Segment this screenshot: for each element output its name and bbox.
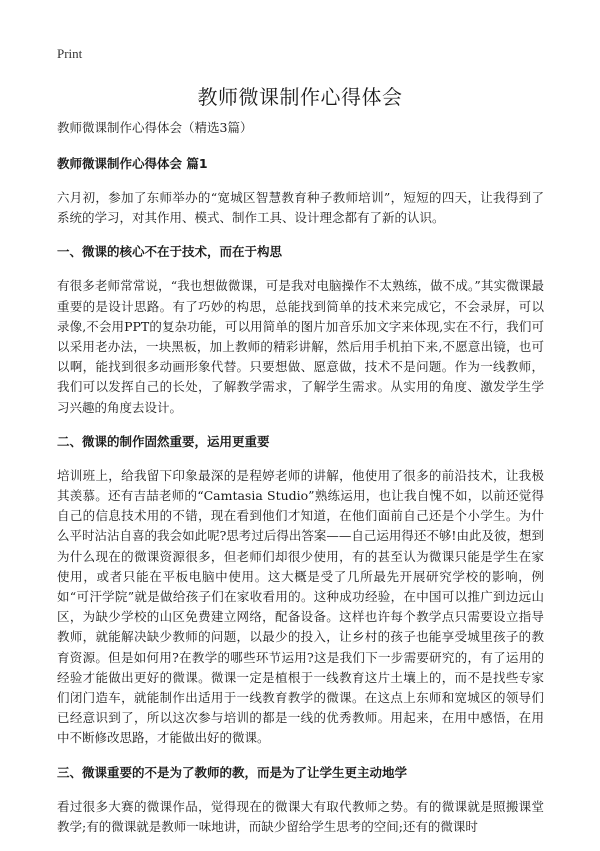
article-heading: 教师微课制作心得体会 篇1 (57, 156, 208, 171)
document-title: 教师微课制作心得体会 (197, 85, 403, 109)
document-body (57, 118, 544, 851)
section-heading-3: 三、微课重要的不是为了教师的教，而是为了让学生更主动地学 (57, 764, 408, 780)
intro-paragraph: 六月初，参加了东师举办的“宽城区智慧教育种子教师培训”，短短的四天，让我得到了系统的学习，对其作用、模式、制作工具、设计理念都有了新的认识。 (57, 190, 544, 226)
section-heading-2: 二、微课的制作固然重要，运用更重要 (57, 433, 270, 449)
section-heading-1: 一、微课的核心不在于技术，而在于构思 (57, 244, 283, 260)
document-subtitle: 教师微课制作心得体会（精选3篇） (57, 120, 253, 135)
section-body-3: 看过很多大赛的微课作品，觉得现在的微课大有取代教师之势。有的微课就是照搬课堂教学;有的微课就是教师一味地讲，而缺少留给学生思考的空间;还有的微课时 (57, 798, 544, 834)
section-body-1: 有很多老师常常说，“我也想做微课，可是我对电脑操作不太熟练，做不成。”其实微课最重要的是设计思路。有了巧妙的构思，总能找到简单的技术来完成它，不会录屏，可以录像,不会用PPT的复杂功能，可以用简单的图片加音乐加文字来体现,实在不行，我们可以采用老办法，一块黑板，加上教师的精彩讲解，然后用手机拍下来,不愿意出镜，也可以啊，能找到很多动画形象代替。只要想做、愿意做，技术不是问题。作为一线教师，我们可以发挥自己的长处，了解教学需求，了解学生需求。从实用的角度、激发学生学习兴趣的角度去设计。 (57, 278, 544, 415)
section-body-2: 培训班上，给我留下印象最深的是程婷老师的讲解，他使用了很多的前沿技术，让我极其羡慕。还有吉喆老师的“Camtasia Studio”熟练运用，也让我自愧不如，以前还觉得自己的信息技术用的不错，现在看到他们才知道，在他们面前自己还是个小学生。为什么平时沾沾自喜的我会如此呢?思考过后得出答案——自己运用得还不够!由此及彼，想到为什么现在的微课资源很多，但老师们却很少使用，有的甚至认为微课只能是学生在家使用，或者只能在平板电脑中使用。这大概是受了几所最先开展研究学校的影响，例如“可汗学院”就是做给孩子们在家收看用的。这种成功经验，在中国可以推广到边远山区，为缺少学校的山区免费建立网络，配备设备。这样也许每个教学点只需要设立指导教师，就能解决缺少教师的问题，以最少的投入，让乡村的孩子也能享受城里孩子的教育资源。但是如何用?在教学的哪些环节运用?这是我们下一步需要研究的，有了运用的经验才能做出更好的微课。微课一定是植根于一线教育这片土壤上的，而不是找些专家们闭门造车，就能制作出适用于一线教育教学的微课。在这点上东师和宽城区的领导们已经意识到了，所以这次参与培训的都是一线的优秀教师。用起来，在用中感悟，在用中不断修改思路，才能做出好的微课。 (57, 467, 544, 746)
print-link[interactable]: Print (57, 46, 83, 61)
